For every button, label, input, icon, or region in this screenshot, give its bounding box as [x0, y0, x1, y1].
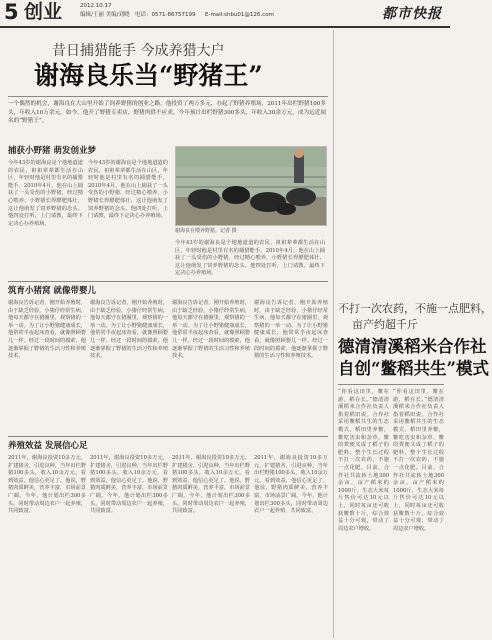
right-body-2: “你看这田里，鳖在游，稻在长。”德清清溪稻米合作社负责人指着稻田说。合作社采用鳖稻共生的生态模式，稻田里养鳖，鳖吃害虫和杂草，鳖的粪便又成了稻子的肥料，整个生长过程不打一次农药、不施一点化肥。目前，合作社共流转土地300余亩，亩产稻米约1000斤，生态大米每斤售价可达10元以上，同时每亩还可收获鳖数十斤，综合效益十分可观，带动了周边农户增收。	[393, 389, 444, 532]
article-headline: 谢海良乐当“野猪王”	[34, 61, 263, 90]
right-kicker-2: 亩产约超千斤	[352, 318, 418, 331]
section-name: 创业	[24, 1, 63, 23]
editor-line: 编辑/王丽 美编/刘晓	[80, 12, 130, 18]
section-divider-3	[8, 436, 328, 437]
photo-caption: 谢海良在喂养野猪。记者 摄	[175, 228, 237, 234]
right-kicker-1: 不打一次农药，不施一点肥料，	[338, 302, 492, 315]
article-lead: 一个偶然的机会，谢海良在大山里开始了饲养野猪的创业之路，他投资了两万多元，办起了野猪养殖场，2011年出栏野猪100多头，年收入10万余元。如今，他开了野猪专卖店，野猪肉供不应求，今年预计出栏野猪300多头，年收入30余万元，成为远近闻名的“野猪王”。	[8, 101, 326, 125]
right-headline-2: 自创“鳖稻共生”模式	[338, 359, 489, 378]
article-kicker: 昔日捕猎能手 今成养猎大户	[52, 43, 225, 59]
section-heading-3: 养殖效益 发展信心足	[8, 441, 88, 451]
section-heading-1: 捕获小野猪 萌发创业梦	[8, 146, 96, 156]
masthead-logo: 都市快报	[382, 6, 442, 22]
right-body-1: “你看这田里，鳖在游，稻在长。”德清清溪稻米合作社负责人指着稻田说。合作社采用鳖稻共生的生态模式，稻田里养鳖，鳖吃害虫和杂草，鳖的粪便又成了稻子的肥料，整个生长过程不打一次农药、不施一点化肥。目前，合作社共流转土地300余亩，亩产稻米约1000斤，生态大米每斤售价可达10元以上，同时每亩还可收获鳖数十斤，综合效益十分可观，带动了周边农户增收。	[338, 389, 389, 532]
email-line: E-mail:shbu01@126.com	[205, 12, 274, 18]
issue-date: 2012.10.17	[80, 3, 112, 9]
section-number: 5	[4, 0, 19, 24]
phone-line: 电话：0571-86757199	[135, 12, 196, 18]
section-body-1: 今年43岁的谢海良是个地地道道的农民，祖祖辈辈都生活在山区，年轻时他是村里有名的捕猎能手。2010年4月，他在山上捕获了一头受伤的小野猪，经过精心喂养，小野猪长得膘肥体壮，这让他萌发了饲养野猪的念头。他四处打听，上门请教，最终下定决心办养殖场。	[8, 160, 83, 227]
article-photo	[175, 146, 327, 226]
section-body-3: 2011年，谢海良投资10多万元，扩建猪舍，引进良种，当年出栏野猪100多头，收入10余万元。看到效益，他信心更足了。他说，野猪肉质鲜美，营养丰富，市场前景广阔。今年，他计划出栏300多头，同时带动周边农户一起养殖，共同致富。	[8, 455, 86, 515]
section-heading-2: 筑育小猪窝 就像带婴儿	[8, 286, 96, 296]
headline-divider	[8, 96, 328, 97]
section-body-1b: 今年43岁的谢海良是个地地道道的农民，祖祖辈辈都生活在山区，年轻时他是村里有名的捕猎能手。2010年4月，他在山上捕获了一头受伤的小野猪，经过精心喂养，小野猪长得膘肥体壮，这让他萌发了饲养野猪的念头。他四处打听，上门请教，最终下定决心办养殖场。	[88, 160, 168, 220]
section-body-2d: 谢海良告诉记者，刚开始养殖时，由于缺乏经验，小猪仔经常生病，他每天都守在猪圈里，观察猪的一举一动。为了让小野猪健康成长，他常常半夜起床查看，就像照顾婴儿一样。经过一段时间的摸索，他逐渐掌握了野猪的生活习性和养殖技术。	[254, 300, 328, 360]
section-body-1c: 今年43岁的谢海良是个地地道道的农民，祖祖辈辈都生活在山区，年轻时他是村里有名的捕猎能手。2010年4月，他在山上捕获了一头受伤的小野猪，经过精心喂养，小野猪长得膘肥体壮，这让他萌发了饲养野猪的念头。他四处打听，上门请教，最终下定决心办养殖场。	[175, 240, 325, 277]
section-divider-2	[8, 281, 328, 282]
section-body-3b: 2011年，谢海良投资10多万元，扩建猪舍，引进良种，当年出栏野猪100多头，收入10余万元。看到效益，他信心更足了。他说，野猪肉质鲜美，营养丰富，市场前景广阔。今年，他计划出栏300多头，同时带动周边农户一起养殖，共同致富。	[90, 455, 168, 515]
section-body-3d: 2011年，谢海良投资10多万元，扩建猪舍，引进良种，当年出栏野猪100多头，收入10余万元。看到效益，他信心更足了。他说，野猪肉质鲜美，营养丰富，市场前景广阔。今年，他计划出栏300多头，同时带动周边农户一起养殖，共同致富。	[254, 455, 328, 515]
right-headline-divider	[338, 384, 444, 385]
section-body-2c: 谢海良告诉记者，刚开始养殖时，由于缺乏经验，小猪仔经常生病，他每天都守在猪圈里，观察猪的一举一动。为了让小野猪健康成长，他常常半夜起床查看，就像照顾婴儿一样。经过一段时间的摸索，他逐渐掌握了野猪的生活习性和养殖技术。	[172, 300, 250, 360]
right-headline-1: 德清清溪稻米合作社	[338, 337, 487, 356]
section-body-3c: 2011年，谢海良投资10多万元，扩建猪舍，引进良种，当年出栏野猪100多头，收入10余万元。看到效益，他信心更足了。他说，野猪肉质鲜美，营养丰富，市场前景广阔。今年，他计划出栏300多头，同时带动周边农户一起养殖，共同致富。	[172, 455, 250, 515]
column-separator	[333, 30, 335, 638]
section-body-2: 谢海良告诉记者，刚开始养殖时，由于缺乏经验，小猪仔经常生病，他每天都守在猪圈里，观察猪的一举一动。为了让小野猪健康成长，他常常半夜起床查看，就像照顾婴儿一样。经过一段时间的摸索，他逐渐掌握了野猪的生活习性和养殖技术。	[8, 300, 86, 360]
section-body-2b: 谢海良告诉记者，刚开始养殖时，由于缺乏经验，小猪仔经常生病，他每天都守在猪圈里，观察猪的一举一动。为了让小野猪健康成长，他常常半夜起床查看，就像照顾婴儿一样。经过一段时间的摸索，他逐渐掌握了野猪的生活习性和养殖技术。	[90, 300, 168, 360]
